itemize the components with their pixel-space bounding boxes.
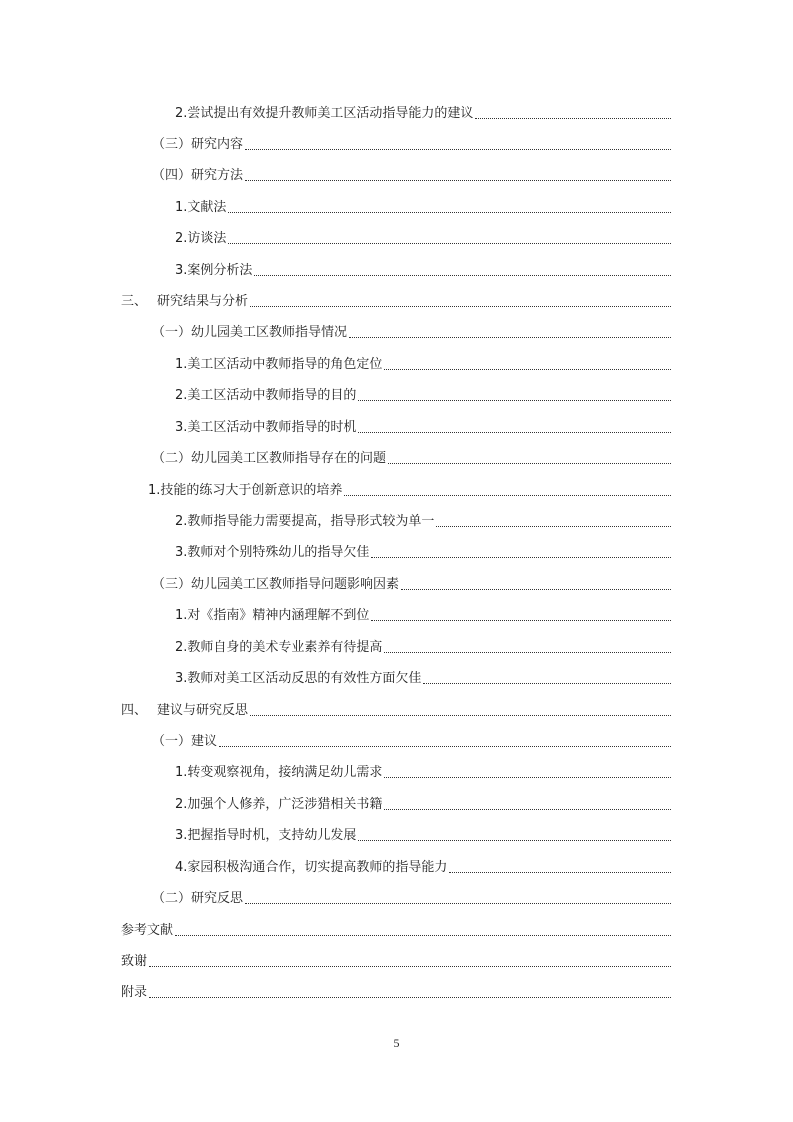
toc-dot-leader [344, 494, 671, 496]
toc-entry[interactable] [175, 822, 671, 844]
toc-dot-leader [384, 368, 671, 370]
toc-entry-label: 三、 研究结果与分析 [121, 294, 249, 309]
toc-dot-leader [349, 336, 671, 338]
page-number: 5 [393, 1036, 400, 1050]
toc-entry[interactable] [152, 885, 671, 907]
toc-dot-leader [384, 776, 671, 778]
toc-entry-label: 3.教师对个别特殊幼儿的指导欠佳 [175, 545, 370, 560]
toc-dot-leader [228, 211, 671, 213]
toc-entry-label: （二）研究反思 [152, 891, 244, 906]
toc-entry[interactable] [175, 414, 671, 436]
toc-dot-leader [245, 902, 671, 904]
toc-entry-label: 1.技能的练习大于创新意识的培养 [148, 483, 343, 498]
toc-dot-leader [371, 619, 671, 621]
toc-entry-label: 1.美工区活动中教师指导的角色定位 [175, 357, 383, 372]
toc-entry[interactable] [152, 319, 671, 341]
toc-entry-label: 3.把握指导时机，支持幼儿发展 [175, 828, 357, 843]
toc-dot-leader [449, 871, 671, 873]
toc-entry-label: 附录 [121, 985, 148, 1000]
toc-entry[interactable] [175, 854, 671, 876]
toc-entry[interactable] [121, 697, 671, 719]
toc-dot-leader [388, 462, 671, 464]
toc-dot-leader [245, 179, 671, 181]
toc-entry-label: 2.美工区活动中教师指导的目的 [175, 388, 357, 403]
toc-entry[interactable] [121, 979, 671, 1001]
toc-entry[interactable] [152, 162, 671, 184]
toc-dot-leader [149, 965, 671, 967]
toc-entry[interactable] [152, 445, 671, 467]
toc-dot-leader [149, 996, 671, 998]
toc-entry-label: 2.尝试提出有效提升教师美工区活动指导能力的建议 [175, 106, 474, 121]
toc-entry[interactable] [175, 100, 671, 122]
toc-dot-leader [219, 745, 671, 747]
toc-dot-leader [358, 399, 671, 401]
toc-entry[interactable] [152, 571, 671, 593]
toc-dot-leader [423, 682, 671, 684]
toc-dot-leader [475, 117, 671, 119]
toc-entry-label: 1.对《指南》精神内涵理解不到位 [175, 608, 370, 623]
toc-dot-leader [371, 556, 671, 558]
toc-entry-label: 3.案例分析法 [175, 263, 253, 278]
toc-entry[interactable] [175, 634, 671, 656]
toc-entry[interactable] [175, 382, 671, 404]
toc-entry[interactable] [121, 917, 671, 939]
toc-dot-leader [254, 274, 671, 276]
toc-entry-label: 4.家园积极沟通合作，切实提高教师的指导能力 [175, 860, 448, 875]
toc-entry-label: 2.访谈法 [175, 231, 227, 246]
toc-dot-leader [175, 934, 671, 936]
toc-dot-leader [358, 839, 671, 841]
toc-entry-label: （四）研究方法 [152, 168, 244, 183]
toc-entry-label: （三）研究内容 [152, 137, 244, 152]
toc-entry[interactable] [175, 351, 671, 373]
toc-dot-leader [384, 808, 671, 810]
toc-entry-label: （一）幼儿园美工区教师指导情况 [152, 325, 348, 340]
toc-entry[interactable] [121, 288, 671, 310]
toc-entry[interactable] [175, 257, 671, 279]
toc-entry[interactable] [175, 539, 671, 561]
toc-entry[interactable] [148, 477, 671, 499]
toc-entry[interactable] [175, 665, 671, 687]
toc-entry[interactable] [175, 602, 671, 624]
toc-entry-label: 1.文献法 [175, 200, 227, 215]
toc-entry[interactable] [121, 948, 671, 970]
toc-entry-label: 3.教师对美工区活动反思的有效性方面欠佳 [175, 671, 422, 686]
toc-entry[interactable] [175, 791, 671, 813]
toc-entry-label: 2.教师自身的美术专业素养有待提高 [175, 640, 383, 655]
toc-entry[interactable] [152, 728, 671, 750]
toc-entry-label: （二）幼儿园美工区教师指导存在的问题 [152, 451, 387, 466]
toc-dot-leader [401, 588, 671, 590]
toc-entry-label: 四、 建议与研究反思 [121, 703, 249, 718]
toc-entry[interactable] [175, 194, 671, 216]
toc-entry[interactable] [152, 131, 671, 153]
toc-dot-leader [384, 651, 671, 653]
toc-entry-label: （一）建议 [152, 734, 218, 749]
toc-entry[interactable] [175, 508, 671, 530]
toc-dot-leader [228, 242, 671, 244]
toc-entry-label: 1.转变观察视角，接纳满足幼儿需求 [175, 765, 383, 780]
toc-dot-leader [358, 431, 671, 433]
toc-dot-leader [250, 714, 671, 716]
toc-entry-label: 2.教师指导能力需要提高，指导形式较为单一 [175, 514, 435, 529]
toc-entry[interactable] [175, 225, 671, 247]
toc-entry-label: 2.加强个人修养，广泛涉猎相关书籍 [175, 797, 383, 812]
toc-dot-leader [245, 148, 671, 150]
toc-entry-label: 3.美工区活动中教师指导的时机 [175, 420, 357, 435]
toc-entry[interactable] [175, 759, 671, 781]
toc-dot-leader [436, 525, 671, 527]
toc-entry-label: （三）幼儿园美工区教师指导问题影响因素 [152, 577, 400, 592]
toc-entry-label: 致谢 [121, 954, 148, 969]
toc-dot-leader [250, 305, 671, 307]
toc-entry-label: 参考文献 [121, 923, 174, 938]
